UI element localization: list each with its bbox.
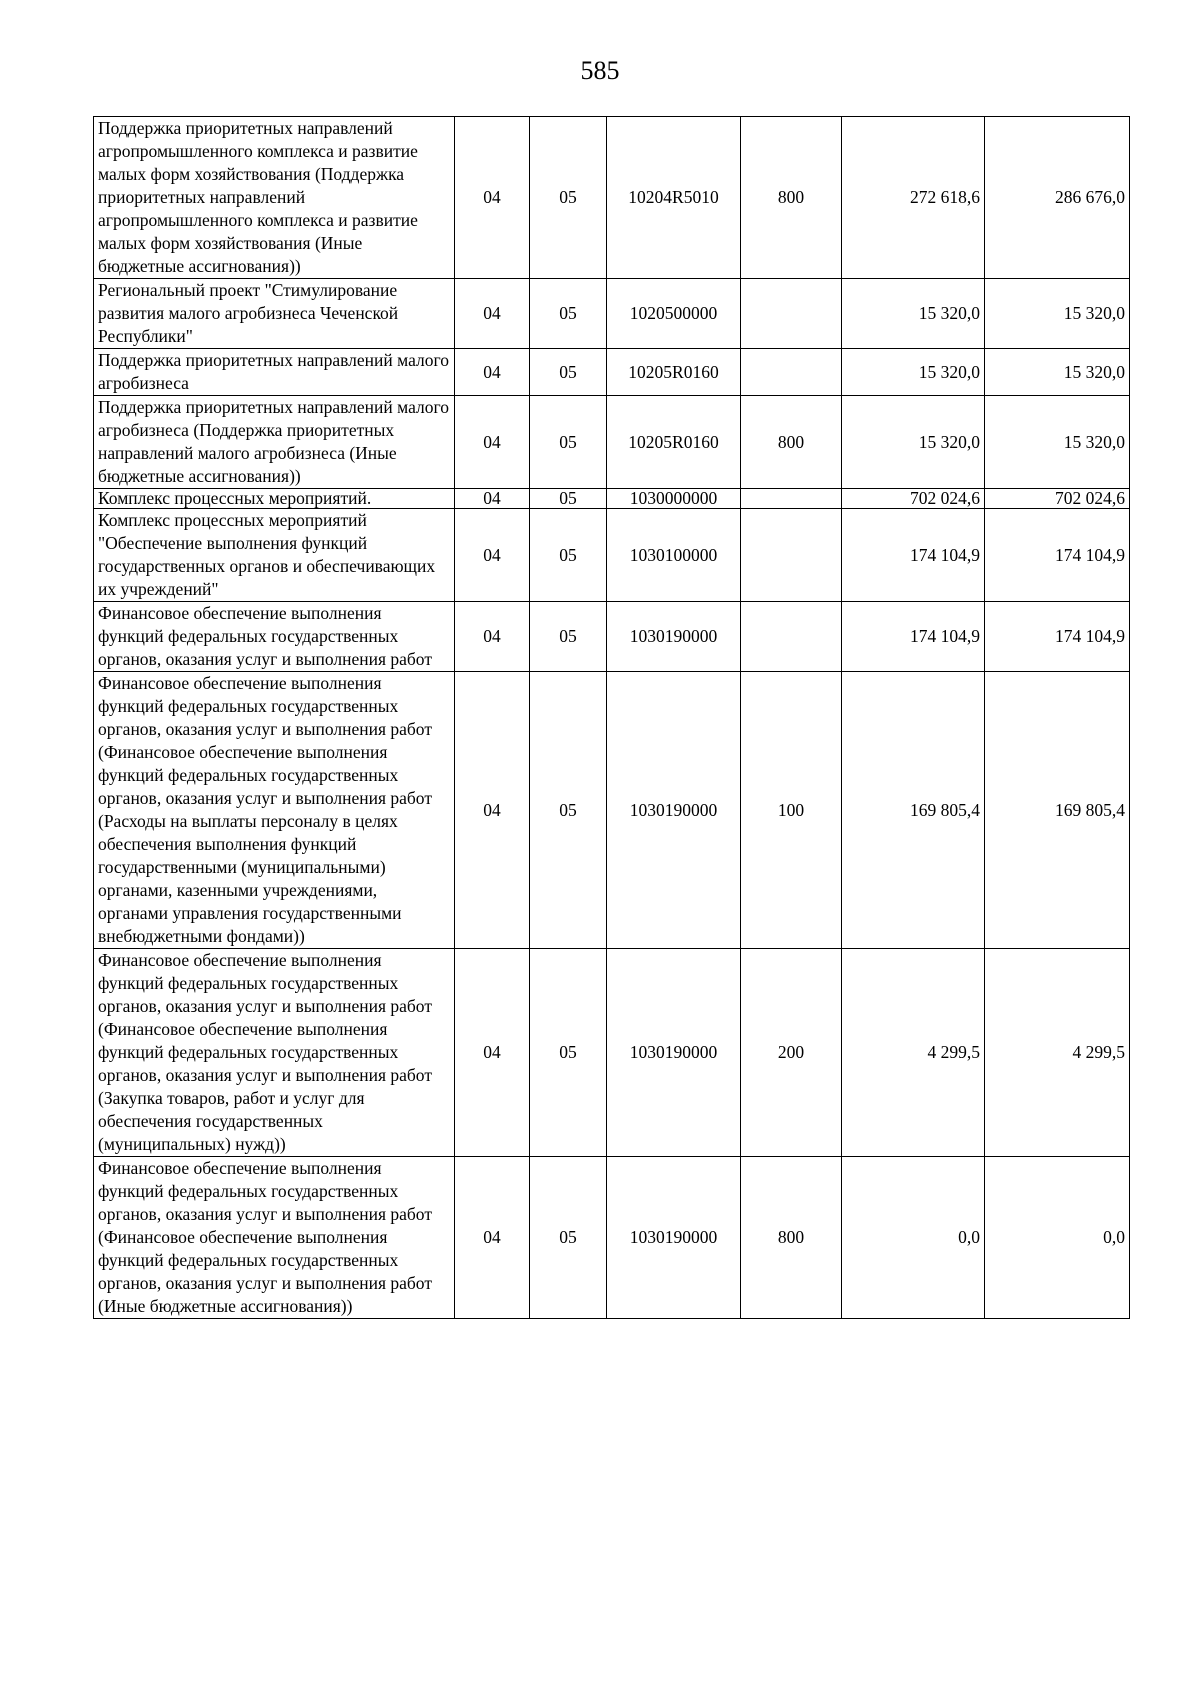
page-number: 585 bbox=[580, 56, 620, 85]
row-section-code: 04 bbox=[455, 602, 530, 672]
row-target-article: 1030190000 bbox=[607, 1157, 741, 1319]
row-description: Поддержка приоритетных направлений малого агробизнеса bbox=[94, 349, 455, 396]
row-amount-2: 15 320,0 bbox=[985, 396, 1130, 489]
row-target-article: 1030000000 bbox=[607, 489, 741, 509]
row-section-code: 04 bbox=[455, 117, 530, 279]
table-row bbox=[94, 117, 1130, 279]
row-section-code: 04 bbox=[455, 672, 530, 949]
row-subsection-code: 05 bbox=[530, 602, 607, 672]
row-section-code: 04 bbox=[455, 509, 530, 602]
row-expense-type bbox=[741, 489, 842, 509]
row-amount-1: 0,0 bbox=[842, 1157, 985, 1319]
row-target-article: 1020500000 bbox=[607, 279, 741, 349]
row-amount-2: 174 104,9 bbox=[985, 602, 1130, 672]
row-subsection-code: 05 bbox=[530, 349, 607, 396]
budget-table bbox=[93, 116, 1130, 1319]
row-target-article: 10204R5010 bbox=[607, 117, 741, 279]
row-amount-1: 174 104,9 bbox=[842, 509, 985, 602]
row-amount-1: 15 320,0 bbox=[842, 279, 985, 349]
row-amount-1: 15 320,0 bbox=[842, 349, 985, 396]
row-amount-2: 0,0 bbox=[985, 1157, 1130, 1319]
row-amount-1: 15 320,0 bbox=[842, 396, 985, 489]
row-subsection-code: 05 bbox=[530, 396, 607, 489]
row-expense-type bbox=[741, 509, 842, 602]
row-section-code: 04 bbox=[455, 349, 530, 396]
row-target-article: 10205R0160 bbox=[607, 396, 741, 489]
row-target-article: 10205R0160 bbox=[607, 349, 741, 396]
row-amount-2: 174 104,9 bbox=[985, 509, 1130, 602]
row-target-article: 1030190000 bbox=[607, 602, 741, 672]
row-description: Поддержка приоритетных направлений малого агробизнеса (Поддержка приоритетных направлений малого агробизнеса (Иные бюджетные ассигнования)) bbox=[94, 396, 455, 489]
row-section-code: 04 bbox=[455, 949, 530, 1157]
row-subsection-code: 05 bbox=[530, 949, 607, 1157]
row-description: Финансовое обеспечение выполнения функций федеральных государственных органов, оказания услуг и выполнения работ (Финансовое обеспечение выполнения функций федеральных государственных органов, оказания услуг и выполнения работ (Закупка товаров, работ и услуг для обеспечения государственных (муниципальных) нужд)) bbox=[94, 949, 455, 1157]
row-section-code: 04 bbox=[455, 279, 530, 349]
row-subsection-code: 05 bbox=[530, 509, 607, 602]
row-amount-1: 174 104,9 bbox=[842, 602, 985, 672]
row-amount-2: 15 320,0 bbox=[985, 279, 1130, 349]
row-subsection-code: 05 bbox=[530, 1157, 607, 1319]
table-row bbox=[94, 1157, 1130, 1319]
row-expense-type: 800 bbox=[741, 396, 842, 489]
row-expense-type bbox=[741, 349, 842, 396]
row-amount-2: 702 024,6 bbox=[985, 489, 1130, 509]
table-row bbox=[94, 489, 1130, 509]
table-row bbox=[94, 349, 1130, 396]
row-amount-1: 702 024,6 bbox=[842, 489, 985, 509]
row-section-code: 04 bbox=[455, 396, 530, 489]
row-subsection-code: 05 bbox=[530, 279, 607, 349]
row-target-article: 1030190000 bbox=[607, 949, 741, 1157]
row-description: Поддержка приоритетных направлений агропромышленного комплекса и развитие малых форм хозяйствования (Поддержка приоритетных направлений агропромышленного комплекса и развитие малых форм хозяйствования (Иные бюджетные ассигнования)) bbox=[94, 117, 455, 279]
row-subsection-code: 05 bbox=[530, 117, 607, 279]
table-row bbox=[94, 602, 1130, 672]
row-amount-2: 15 320,0 bbox=[985, 349, 1130, 396]
row-section-code: 04 bbox=[455, 1157, 530, 1319]
table-row bbox=[94, 672, 1130, 949]
table-row bbox=[94, 396, 1130, 489]
row-amount-1: 4 299,5 bbox=[842, 949, 985, 1157]
row-description: Комплекс процессных мероприятий "Обеспечение выполнения функций государственных органов и обеспечивающих их учреждений" bbox=[94, 509, 455, 602]
row-expense-type bbox=[741, 602, 842, 672]
row-description: Финансовое обеспечение выполнения функций федеральных государственных органов, оказания услуг и выполнения работ (Финансовое обеспечение выполнения функций федеральных государственных органов, оказания услуг и выполнения работ (Расходы на выплаты персоналу в целях обеспечения выполнения функций государственными (муниципальными) органами, казенными учреждениями, органами управления государственными внебюджетными фондами)) bbox=[94, 672, 455, 949]
row-target-article: 1030100000 bbox=[607, 509, 741, 602]
row-description: Финансовое обеспечение выполнения функций федеральных государственных органов, оказания услуг и выполнения работ bbox=[94, 602, 455, 672]
row-expense-type: 800 bbox=[741, 117, 842, 279]
row-target-article: 1030190000 bbox=[607, 672, 741, 949]
row-subsection-code: 05 bbox=[530, 489, 607, 509]
row-expense-type: 800 bbox=[741, 1157, 842, 1319]
row-expense-type bbox=[741, 279, 842, 349]
row-subsection-code: 05 bbox=[530, 672, 607, 949]
row-section-code: 04 bbox=[455, 489, 530, 509]
row-amount-1: 272 618,6 bbox=[842, 117, 985, 279]
table-row bbox=[94, 509, 1130, 602]
row-description: Региональный проект "Стимулирование развития малого агробизнеса Чеченской Республики" bbox=[94, 279, 455, 349]
row-amount-1: 169 805,4 bbox=[842, 672, 985, 949]
row-amount-2: 169 805,4 bbox=[985, 672, 1130, 949]
row-description: Финансовое обеспечение выполнения функций федеральных государственных органов, оказания услуг и выполнения работ (Финансовое обеспечение выполнения функций федеральных государственных органов, оказания услуг и выполнения работ (Иные бюджетные ассигнования)) bbox=[94, 1157, 455, 1319]
row-amount-2: 286 676,0 bbox=[985, 117, 1130, 279]
row-description: Комплекс процессных мероприятий. bbox=[94, 489, 455, 509]
table-row bbox=[94, 949, 1130, 1157]
row-expense-type: 100 bbox=[741, 672, 842, 949]
row-amount-2: 4 299,5 bbox=[985, 949, 1130, 1157]
table-row bbox=[94, 279, 1130, 349]
row-expense-type: 200 bbox=[741, 949, 842, 1157]
